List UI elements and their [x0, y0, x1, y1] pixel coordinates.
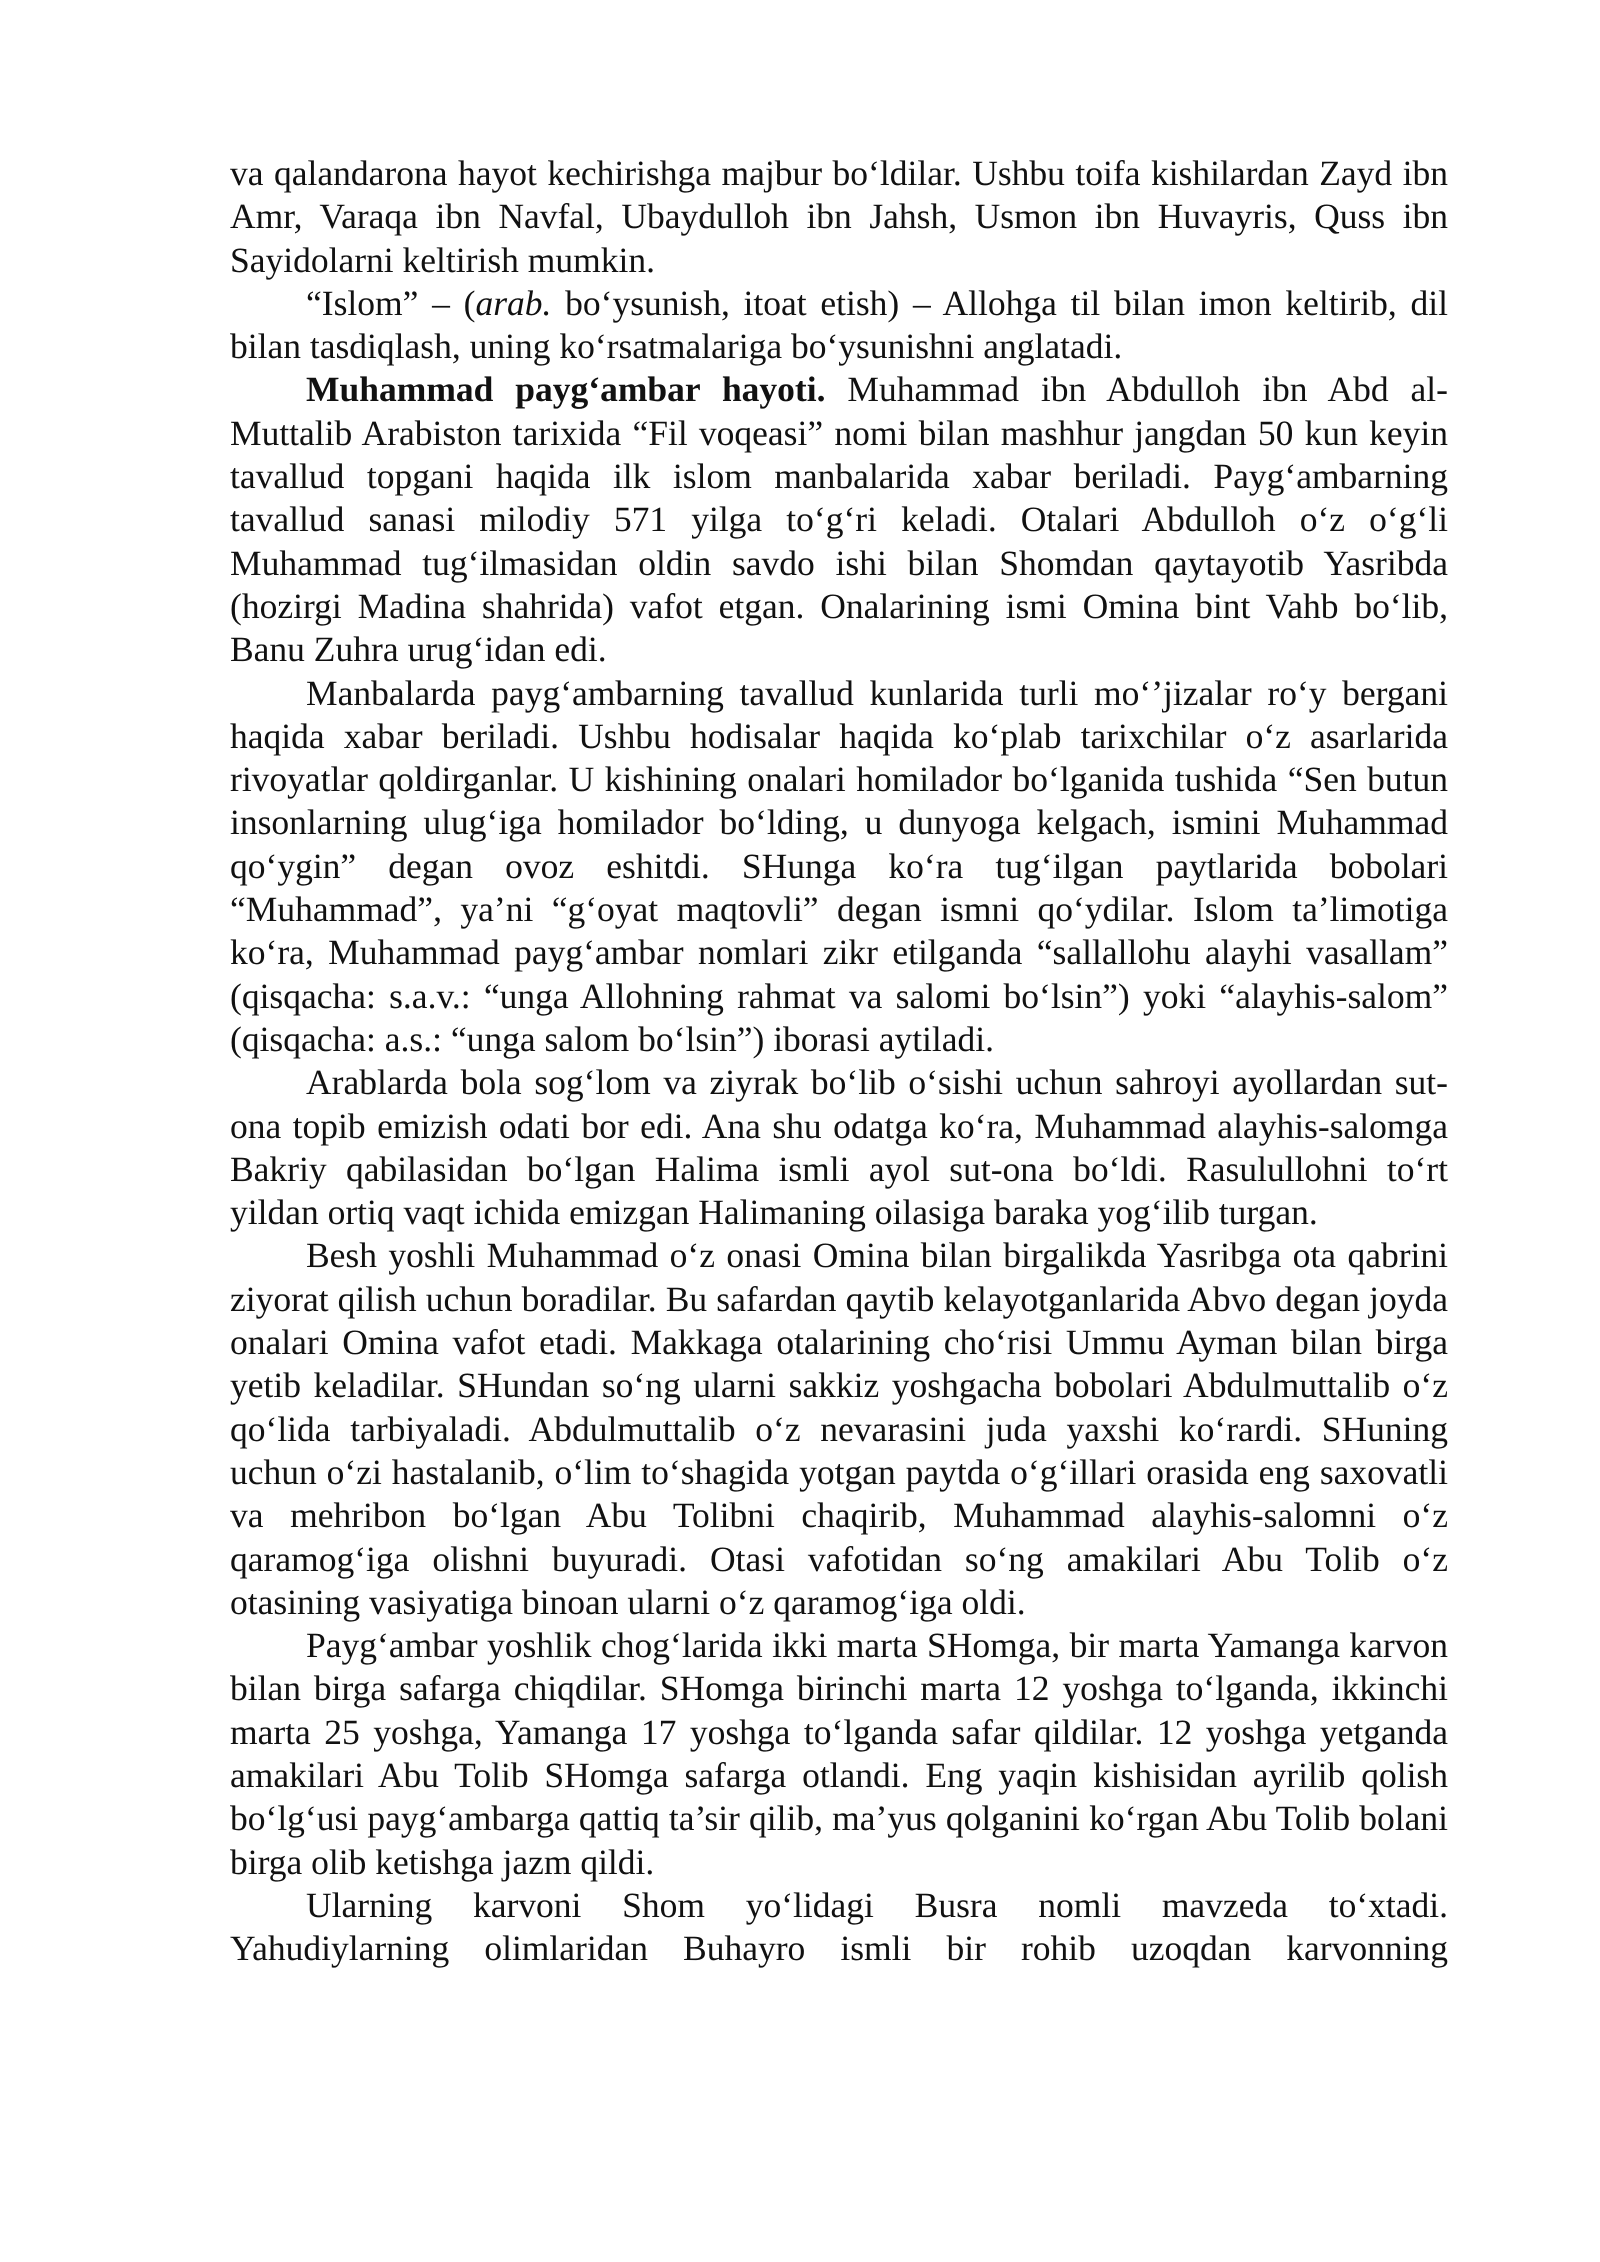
paragraph: [230, 1234, 1448, 1624]
paragraph-text: Payg‘ambar yoshlik chog‘larida ikki marta SHomga, bir marta Yamanga karvon bilan birga safarga chiqdilar. SHomga birinchi marta 12 yoshga to‘lganda, ikkinchi marta 25 yoshga, Yamanga 17 yoshga to‘lganda safar qildilar. 12 yoshga yetganda amakilari Abu Tolib SHomga safarga otlandi. Eng yaqin kishisidan ayrilib qolish bo‘lg‘usi payg‘ambarga qattiq ta’sir qilib, ma’yus qolganini ko‘rgan Abu Tolib bolani birga olib ketishga jazm qildi.: [230, 1625, 1448, 1882]
paragraph: [230, 1884, 1448, 1971]
section-heading: Muhammad payg‘ambar hayoti.: [306, 369, 826, 410]
paragraph: [230, 368, 1448, 671]
body-text: [230, 152, 1448, 1970]
paragraph: [230, 282, 1448, 369]
paragraph-text: Ularning karvoni Shom yo‘lidagi Busra nomli mavzeda to‘xtadi. Yahudiylarning olimlaridan Buhayro ismli bir rohib uzoqdan karvonning: [230, 1884, 1448, 1969]
paragraph-text: bo‘ysunish, itoat etish) – Allohga til bilan imon keltirib, dil bilan tasdiqlash, uning ko‘rsatmalariga bo‘ysunishni anglatadi.: [230, 282, 1449, 367]
paragraph: [230, 152, 1448, 282]
paragraph-text: Manbalarda payg‘ambarning tavallud kunlarida turli mo‘’jizalar ro‘y bergani haqida xabar beriladi. Ushbu hodisalar haqida ko‘plab tarixchilar o‘z asarlarida rivoyatlar qoldirganlar. U kishining onalari homilador bo‘lganida tushida “Sen butun insonlarning ulug‘iga homilador bo‘lding, u dunyoga kelgach, ismini Muhammad qo‘ygin” degan ovoz eshitdi. SHunga ko‘ra tug‘ilgan paytlarida bobolari “Muhammad”, ya’ni “g‘oyat maqtovli” degan ismni qo‘ydilar. Islom ta’limotiga ko‘ra, Muhammad payg‘ambar nomlari zikr etilganda “sallallohu alayhi vasallam” (qisqacha: s.a.v.: “unga Allohning rahmat va salomi bo‘lsin”) yoki “alayhis-salom” (qisqacha: a.s.: “unga salom bo‘lsin”) iborasi aytiladi.: [230, 672, 1448, 1059]
paragraph: [230, 1624, 1448, 1884]
paragraph-text: Besh yoshli Muhammad o‘z onasi Omina bilan birgalikda Yasribga ota qabrini ziyorat qilish uchun boradilar. Bu safardan qaytib kelayotganlarida Abvo degan joyda onalari Omina vafot etadi. Makkaga otalarining cho‘risi Ummu Ayman bilan birga yetib keladilar. SHundan so‘ng ularni sakkiz yoshgacha bobolari Abdulmuttalib o‘z qo‘lida tarbiyaladi. Abdulmuttalib o‘z nevarasini juda yaxshi ko‘rardi. SHuning uchun o‘zi hastalanib, o‘lim to‘shagida yotgan paytda o‘g‘illari orasida eng saxovatli va mehribon bo‘lgan Abu Tolibni chaqirib, Muhammad alayhis-salomni o‘z qaramog‘iga olishni buyuradi. Otasi vafotidan so‘ng amakilari Abu Tolib o‘z otasining vasiyatiga binoan ularni o‘z qaramog‘iga oldi.: [230, 1235, 1448, 1622]
paragraph-text: “Islom” – (: [306, 282, 476, 323]
paragraph-text: Muhammad ibn Abdulloh ibn Abd al-Muttalib Arabiston tarixida “Fil voqeasi” nomi bilan mashhur jangdan 50 kun keyin tavallud topgani haqida ilk islom manbalarida xabar beriladi. Payg‘ambarning tavallud sanasi milodiy 571 yilga to‘g‘ri keladi. Otalari Abdulloh o‘z o‘g‘li Muhammad tug‘ilmasidan oldin savdo ishi bilan Shomdan qaytayotib Yasribda (hozirgi Madina shahrida) vafot etgan. Onalarining ismi Omina bint Vahb bo‘lib, Banu Zuhra urug‘idan edi.: [230, 369, 1448, 670]
paragraph-text: Arablarda bola sog‘lom va ziyrak bo‘lib o‘sishi uchun sahroyi ayollardan sut-ona topib emizish odati bor edi. Ana shu odatga ko‘ra, Muhammad alayhis-salomga Bakriy qabilasidan bo‘lgan Halima ismli ayol sut-ona bo‘ldi. Rasulullohni to‘rt yildan ortiq vaqt ichida emizgan Halimaning oilasiga baraka yog‘ilib turgan.: [230, 1062, 1448, 1233]
paragraph: [230, 672, 1448, 1062]
italic-term: arab.: [475, 282, 552, 323]
paragraph-text: va qalandarona hayot kechirishga majbur bo‘ldilar. Ushbu toifa kishilardan Zayd ibn Amr, Varaqa ibn Navfal, Ubaydulloh ibn Jahsh, Usmon ibn Huvayris, Quss ibn Sayidolarni keltirish mumkin.: [230, 153, 1448, 280]
paragraph: [230, 1061, 1448, 1234]
